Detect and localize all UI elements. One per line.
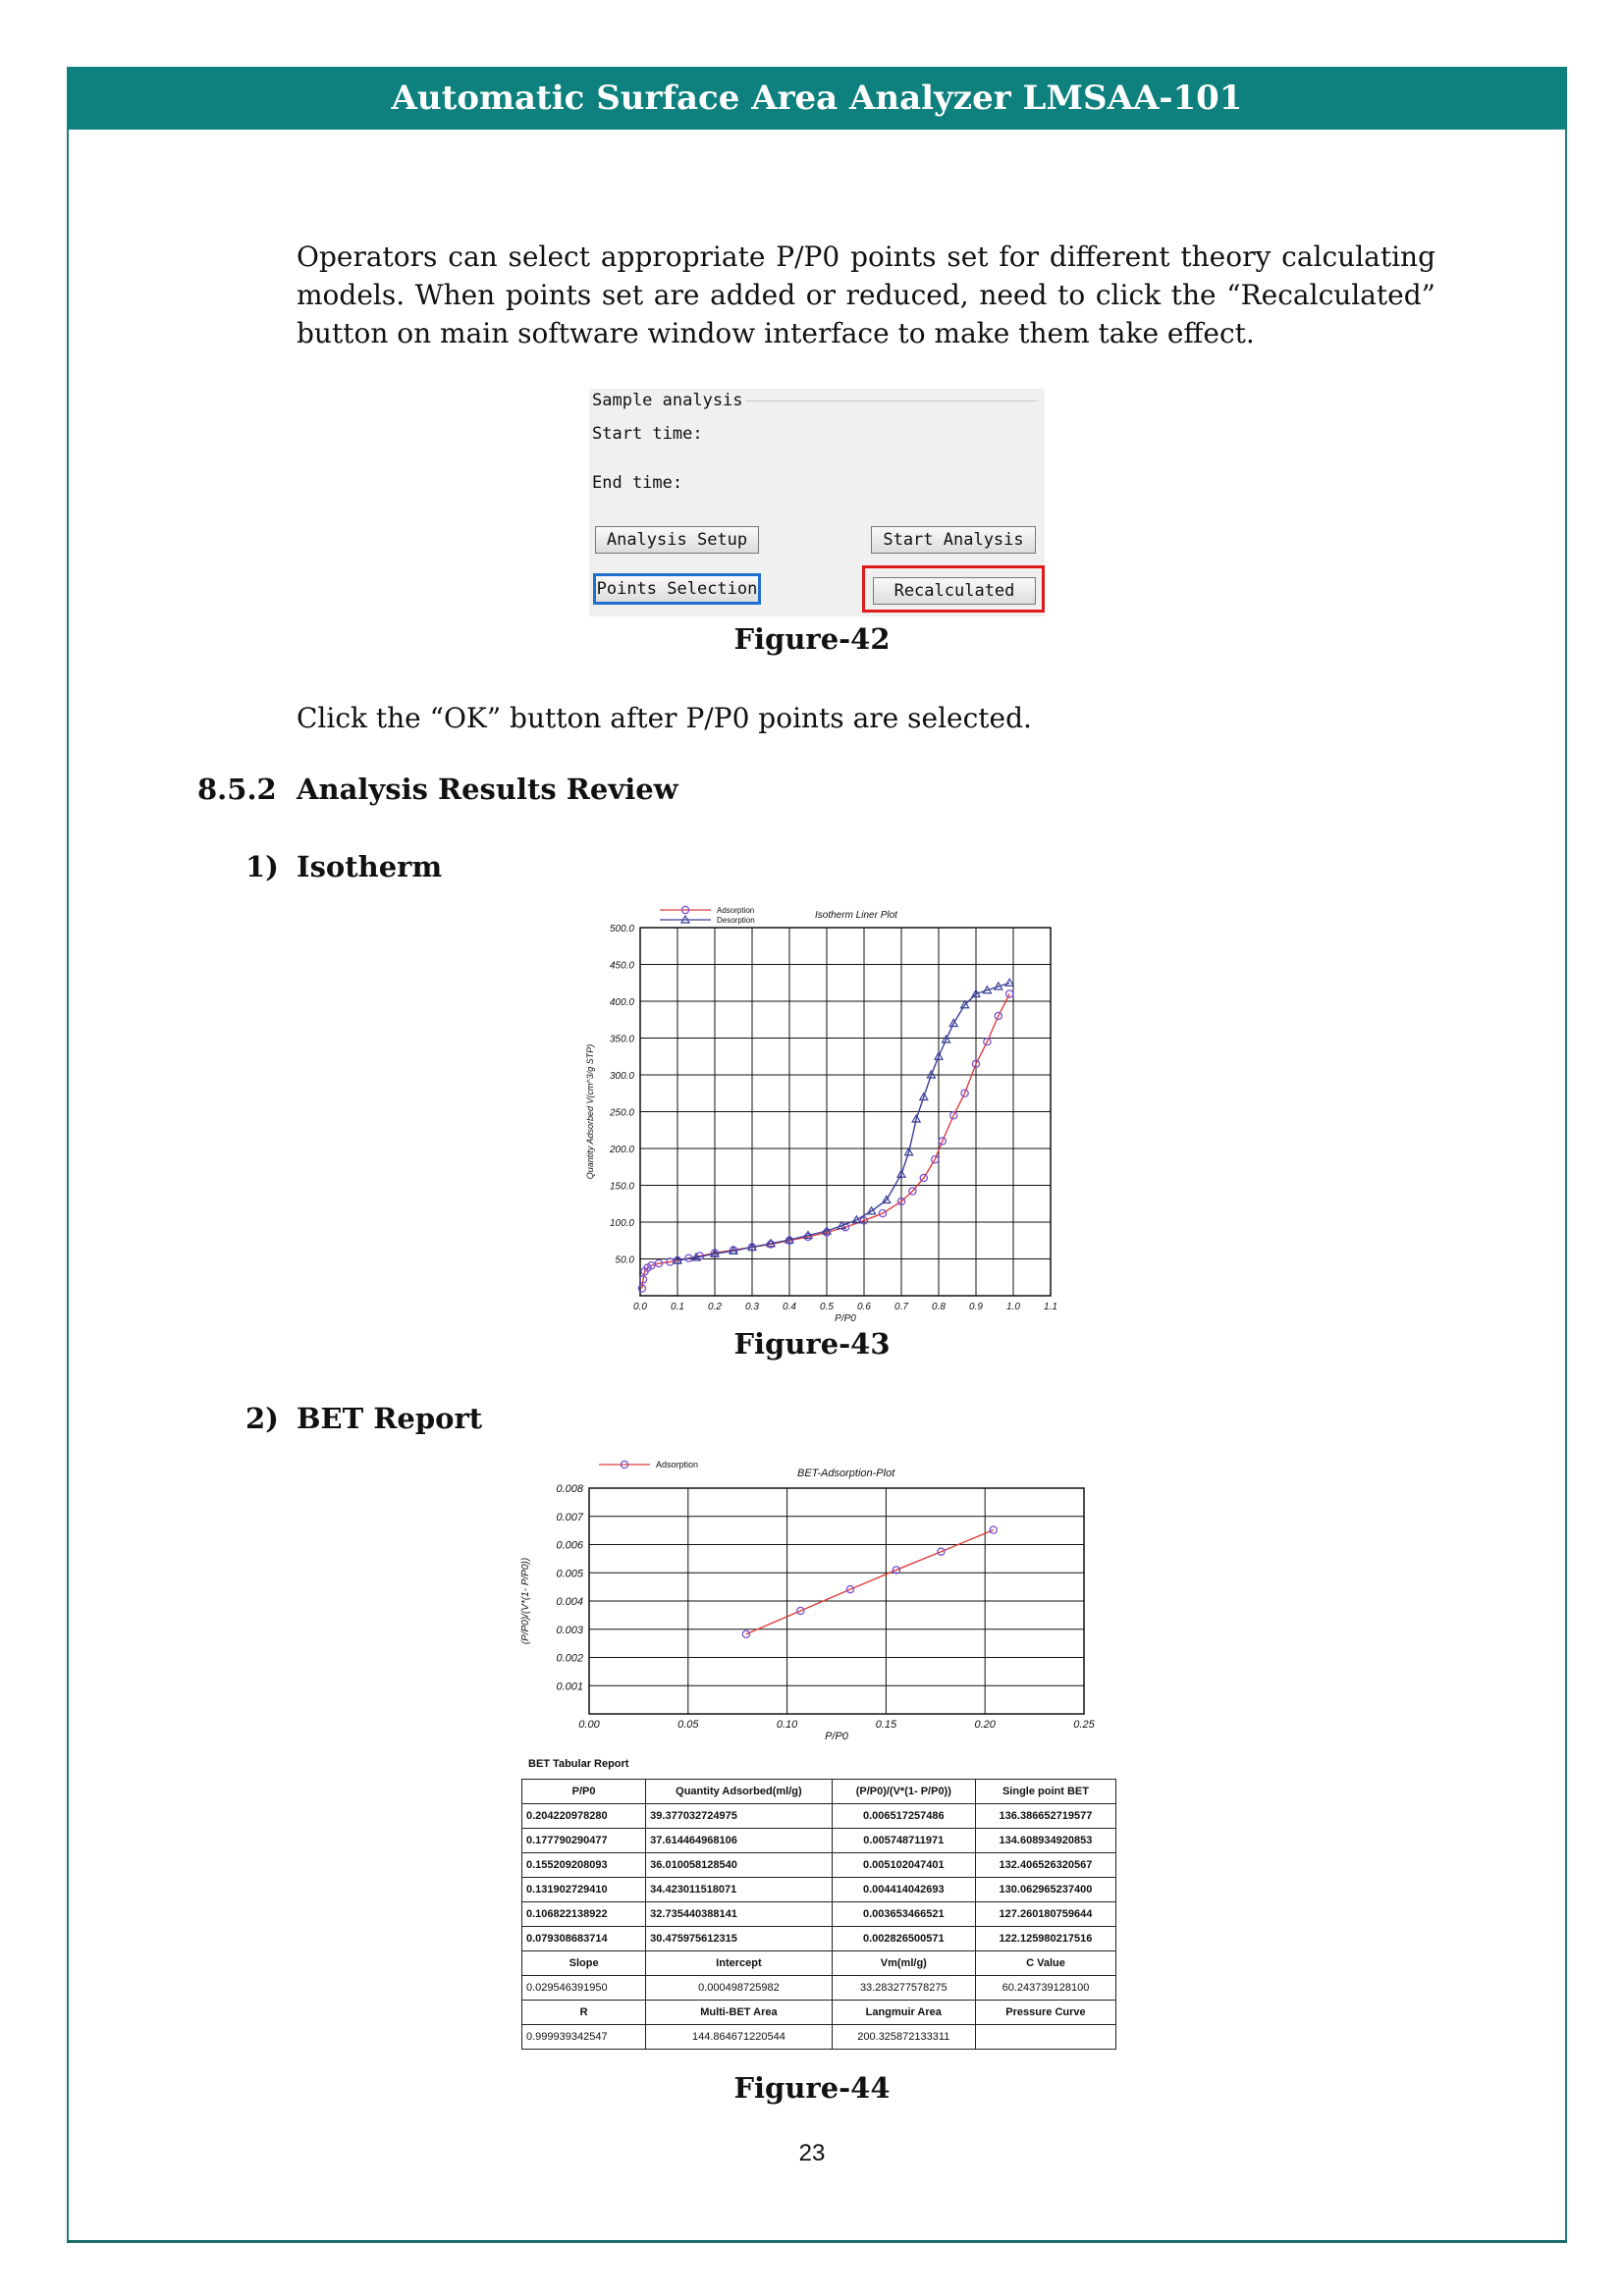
start-time-label: Start time: xyxy=(592,424,703,444)
table-header-cell: Single point BET xyxy=(975,1780,1115,1804)
sample-analysis-panel xyxy=(589,389,1045,616)
table-cell: 0.131902729410 xyxy=(522,1878,646,1902)
table-header-cell: P/P0 xyxy=(522,1780,646,1804)
table-cell: 132.406526320567 xyxy=(975,1853,1115,1878)
bet-table-title: BET Tabular Report xyxy=(528,1758,629,1770)
table-cell: 134.608934920853 xyxy=(975,1829,1115,1853)
table-cell: 0.155209208093 xyxy=(522,1853,646,1878)
figure-42-caption: Figure-42 xyxy=(733,622,891,656)
table-cell: 0.079308683714 xyxy=(522,1927,646,1951)
summary-header-row xyxy=(522,2001,1116,2025)
y-axis-label: (P/P0)/(V*(1- P/P0)) xyxy=(520,1557,531,1645)
table-cell: 0.003653466521 xyxy=(832,1902,975,1927)
x-tick-label: 0.5 xyxy=(820,1302,834,1312)
y-tick-label: 250.0 xyxy=(609,1107,634,1119)
y-tick-label: 100.0 xyxy=(609,1218,634,1229)
page-number: 23 xyxy=(798,2140,826,2166)
y-tick-label: 50.0 xyxy=(615,1255,634,1266)
x-tick-label: 0.8 xyxy=(932,1302,946,1312)
table-cell: 36.010058128540 xyxy=(646,1853,832,1878)
table-row xyxy=(522,1853,1116,1878)
y-tick-label: 200.0 xyxy=(609,1145,634,1155)
x-tick-label: 0.1 xyxy=(671,1302,684,1312)
y-tick-label: 300.0 xyxy=(609,1071,634,1082)
analysis-setup-button[interactable]: Analysis Setup xyxy=(595,526,759,554)
x-tick-label: 0.4 xyxy=(783,1302,796,1312)
table-cell: 37.614464968106 xyxy=(646,1829,832,1853)
points-selection-button[interactable]: Points Selection xyxy=(595,575,759,603)
summary-value-cell: 0.999939342547 xyxy=(522,2025,646,2050)
y-tick-label: 500.0 xyxy=(609,924,634,934)
y-tick-label: 350.0 xyxy=(609,1034,634,1045)
table-header-cell: (P/P0)/(V*(1- P/P0)) xyxy=(832,1780,975,1804)
y-tick-label: 0.005 xyxy=(556,1568,583,1580)
summary-value-cell: 60.243739128100 xyxy=(975,1976,1115,2001)
summary-header-cell: C Value xyxy=(975,1951,1115,1976)
bet-tabular-report xyxy=(521,1779,1116,2050)
summary-value-row xyxy=(522,1976,1116,2001)
x-tick-label: 0.20 xyxy=(974,1719,996,1731)
summary-header-cell: Slope xyxy=(522,1951,646,1976)
x-tick-label: 0.10 xyxy=(776,1719,798,1731)
x-tick-label: 0.05 xyxy=(677,1719,699,1731)
table-cell: 30.475975612315 xyxy=(646,1927,832,1951)
summary-header-cell: Pressure Curve xyxy=(975,2001,1115,2025)
x-tick-label: 0.15 xyxy=(875,1719,897,1731)
figure-44-caption: Figure-44 xyxy=(733,2071,891,2105)
table-header-cell: Quantity Adsorbed(ml/g) xyxy=(646,1780,832,1804)
summary-header-cell: Multi-BET Area xyxy=(646,2001,832,2025)
subsection-1-title: Isotherm xyxy=(297,850,443,883)
x-tick-label: 0.25 xyxy=(1073,1719,1095,1731)
x-tick-label: 1.1 xyxy=(1044,1302,1057,1312)
summary-value-cell xyxy=(975,2025,1115,2050)
recalculated-highlight-box xyxy=(862,565,1045,613)
table-cell: 0.177790290477 xyxy=(522,1829,646,1853)
table-cell: 130.062965237400 xyxy=(975,1878,1115,1902)
header-banner: Automatic Surface Area Analyzer LMSAA-101 xyxy=(67,67,1567,130)
x-tick-label: 0.6 xyxy=(857,1302,871,1312)
chart-title: BET-Adsorption-Plot xyxy=(797,1468,895,1479)
y-tick-label: 0.002 xyxy=(556,1652,583,1665)
section-number: 8.5.2 xyxy=(197,773,277,806)
table-cell: 0.002826500571 xyxy=(832,1927,975,1951)
table-cell: 34.423011518071 xyxy=(646,1878,832,1902)
table-cell: 0.106822138922 xyxy=(522,1902,646,1927)
table-cell: 0.005748711971 xyxy=(832,1829,975,1853)
y-tick-label: 0.004 xyxy=(556,1596,583,1608)
table-row xyxy=(522,1902,1116,1927)
table-cell: 0.204220978280 xyxy=(522,1804,646,1829)
summary-value-row xyxy=(522,2025,1116,2050)
end-time-label: End time: xyxy=(592,473,683,493)
x-tick-label: 0.7 xyxy=(894,1302,908,1312)
table-row xyxy=(522,1829,1116,1853)
table-cell: 0.006517257486 xyxy=(832,1804,975,1829)
y-tick-label: 400.0 xyxy=(609,997,634,1008)
summary-header-cell: Vm(ml/g) xyxy=(832,1951,975,1976)
y-tick-label: 0.006 xyxy=(556,1539,583,1552)
x-tick-label: 0.00 xyxy=(578,1719,600,1731)
subsection-2-number: 2) xyxy=(245,1402,279,1435)
recalculated-button[interactable]: Recalculated xyxy=(873,577,1036,605)
table-row xyxy=(522,1927,1116,1951)
table-row xyxy=(522,1804,1116,1829)
summary-value-cell: 0.000498725982 xyxy=(646,1976,832,2001)
legend-label: Adsorption xyxy=(656,1460,699,1469)
figure-43-caption: Figure-43 xyxy=(733,1327,891,1361)
section-title: Analysis Results Review xyxy=(297,773,678,806)
summary-header-row xyxy=(522,1951,1116,1976)
legend-label: Desorption xyxy=(717,916,755,925)
summary-value-cell: 33.283277578275 xyxy=(832,1976,975,2001)
bottom-rule xyxy=(67,2240,1567,2243)
table-cell: 136.386652719577 xyxy=(975,1804,1115,1829)
summary-value-cell: 144.864671220544 xyxy=(646,2025,832,2050)
y-axis-label: Quantity Adsorbed V(cm^3/g STP) xyxy=(585,1043,595,1180)
y-tick-label: 0.001 xyxy=(556,1681,583,1693)
table-cell: 127.260180759644 xyxy=(975,1902,1115,1927)
x-axis-label: P/P0 xyxy=(835,1313,856,1324)
x-axis-label: P/P0 xyxy=(825,1731,848,1742)
table-row xyxy=(522,1878,1116,1902)
table-cell: 122.125980217516 xyxy=(975,1927,1115,1951)
table-header-row xyxy=(522,1780,1116,1804)
y-tick-label: 450.0 xyxy=(609,960,634,972)
table-cell: 39.377032724975 xyxy=(646,1804,832,1829)
summary-value-cell: 0.029546391950 xyxy=(522,1976,646,2001)
x-tick-label: 1.0 xyxy=(1006,1302,1020,1312)
intro-paragraph: Operators can select appropriate P/P0 points set for different theory calculating models. When points set are added or reduced, need to click the “Recalculated” button on main software window interface to make them take effect. xyxy=(297,240,1435,349)
series-line xyxy=(677,983,1009,1260)
y-tick-label: 0.007 xyxy=(556,1511,583,1523)
start-analysis-button[interactable]: Start Analysis xyxy=(871,526,1036,554)
y-tick-label: 0.008 xyxy=(556,1483,583,1495)
isotherm-chart xyxy=(579,898,1080,1330)
group-divider xyxy=(746,400,1037,401)
series-line xyxy=(746,1530,994,1634)
subsection-2-title: BET Report xyxy=(297,1402,483,1435)
summary-header-cell: Intercept xyxy=(646,1951,832,1976)
table-cell: 0.004414042693 xyxy=(832,1878,975,1902)
subsection-1-number: 1) xyxy=(245,850,279,883)
table-cell: 0.005102047401 xyxy=(832,1853,975,1878)
y-tick-label: 150.0 xyxy=(609,1181,634,1193)
data-point xyxy=(1005,979,1013,986)
x-tick-label: 0.0 xyxy=(633,1302,647,1312)
bet-adsorption-chart xyxy=(518,1453,1127,1757)
x-tick-label: 0.9 xyxy=(969,1302,983,1312)
x-tick-label: 0.3 xyxy=(745,1302,759,1312)
summary-value-cell: 200.325872133311 xyxy=(832,2025,975,2050)
group-label: Sample analysis xyxy=(592,391,743,410)
table-cell: 32.735440388141 xyxy=(646,1902,832,1927)
legend-label: Adsorption xyxy=(717,906,755,915)
ok-paragraph: Click the “OK” button after P/P0 points are selected. xyxy=(297,702,1032,734)
x-tick-label: 0.2 xyxy=(708,1302,722,1312)
summary-header-cell: R xyxy=(522,2001,646,2025)
chart-title: Isotherm Liner Plot xyxy=(815,910,897,921)
y-tick-label: 0.003 xyxy=(556,1624,583,1636)
summary-header-cell: Langmuir Area xyxy=(832,2001,975,2025)
